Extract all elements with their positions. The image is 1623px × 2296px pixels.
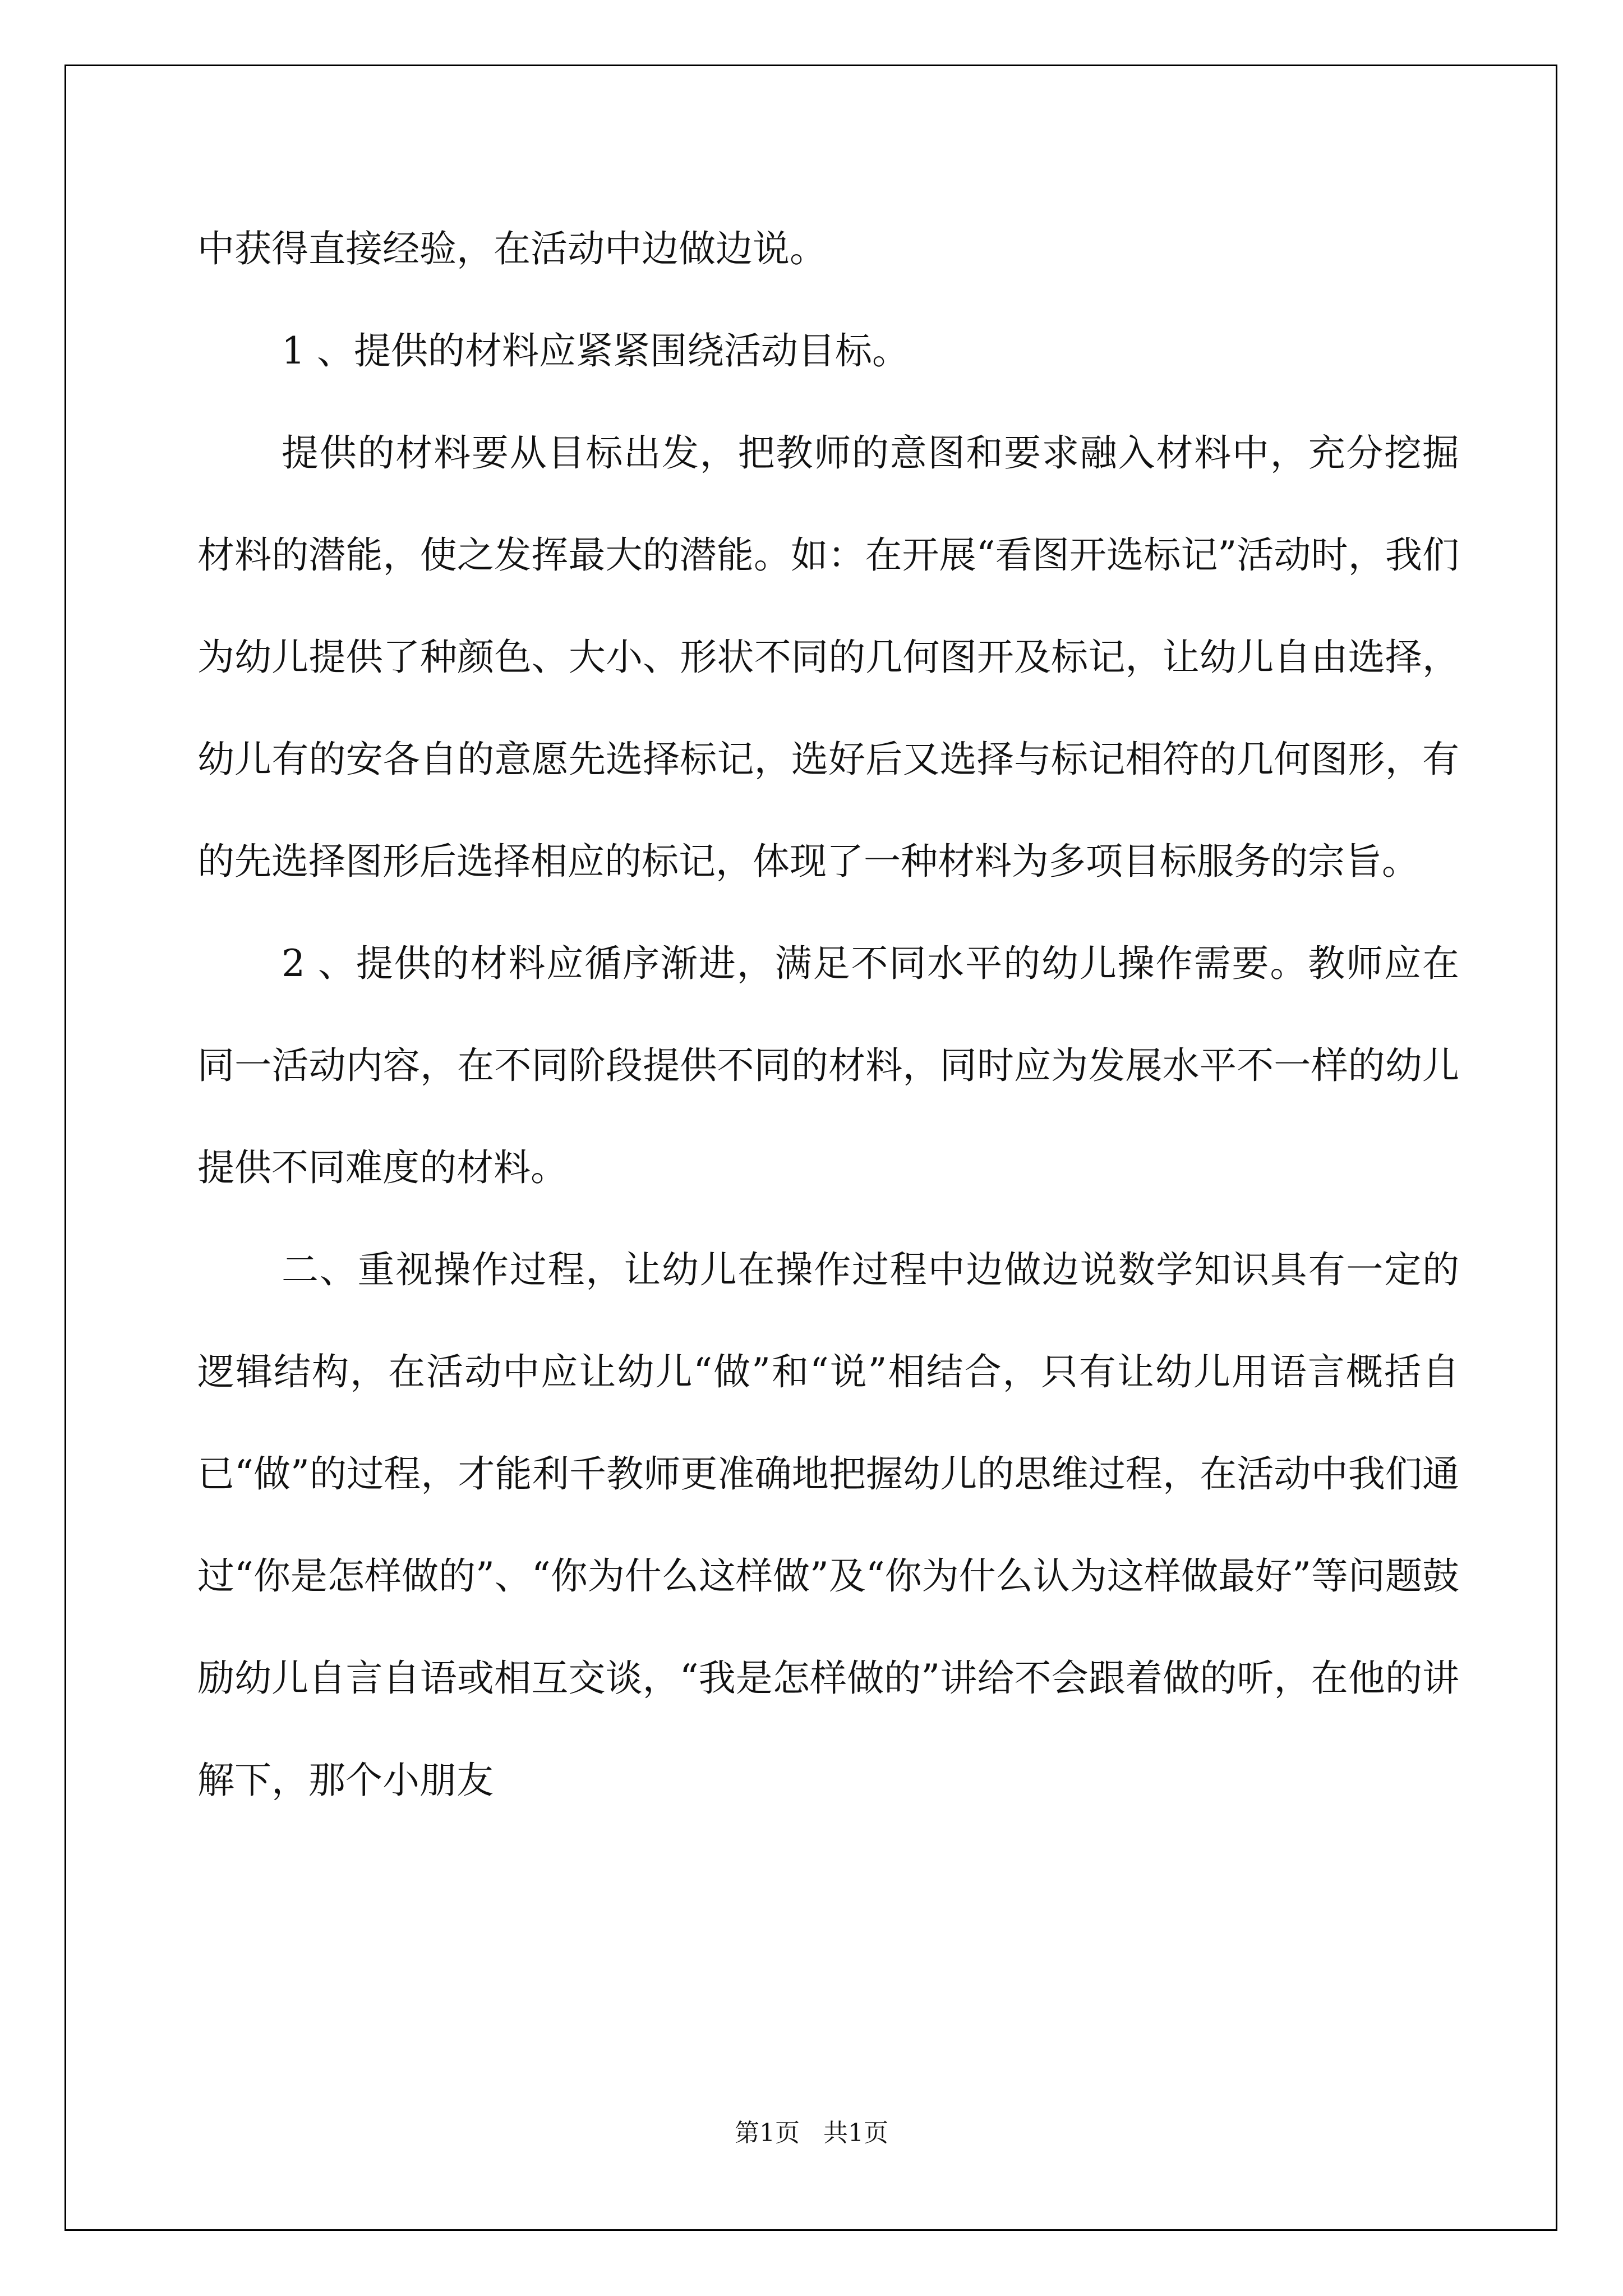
paragraph-3: 提供的材料要从目标出发，把教师的意图和要求融入材料中，充分挖掘材料的潜能，使之发挥最大的潜能。如：在开展“看图开选标记”活动时，我们为幼儿提供了种颜色、大小、形状不同的几何图开及标记，让幼儿自由选择，幼儿有的安各自的意愿先选择标记，选好后又选择与标记相符的几何图形，有的先选择图形后选择相应的标记，体现了一种材料为多项目标服务的宗旨。: [197, 431, 1459, 883]
paragraph-1: 中获得直接经验，在活动中边做边说。: [197, 227, 827, 270]
document-body: [197, 198, 1459, 1832]
page-footer: [0, 2113, 1623, 2148]
page-number: 第1页: [735, 2119, 800, 2147]
paragraph-2: 1 、提供的材料应紧紧围绕活动目标。: [282, 329, 909, 372]
paragraph-4: 2 、提供的材料应循序渐进，满足不同水平的幼儿操作需要。教师应在同一活动内容，在不同阶段提供不同的材料，同时应为发展水平不一样的幼儿提供不同难度的材料。: [197, 942, 1459, 1189]
page-total: 共1页: [823, 2119, 888, 2147]
paragraph-5: 二、重视操作过程，让幼儿在操作过程中边做边说数学知识具有一定的逻辑结构，在活动中应让幼儿“做”和“说”相结合，只有让幼儿用语言概括自已“做”的过程，才能利千教师更准确地把握幼儿的思维过程，在活动中我们通过“你是怎样做的”、“你为什么这样做”及“你为什么认为这样做最好”等问题鼓励幼儿自言自语或相互交谈，“我是怎样做的”讲给不会跟着做的听，在他的讲解下，那个小朋友: [197, 1248, 1459, 1802]
